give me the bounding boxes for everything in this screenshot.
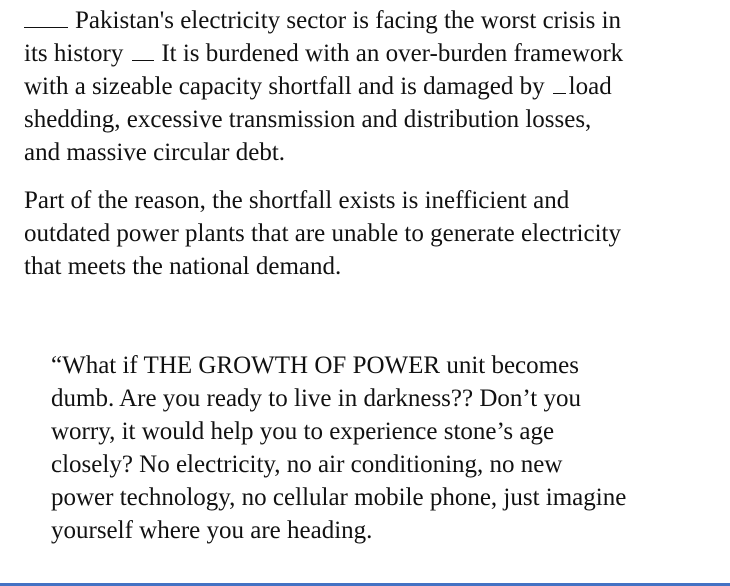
paragraph-line: [24, 4, 623, 37]
paragraph-line: [24, 70, 623, 103]
paragraph-line: shedding, excessive transmission and distribution losses,: [24, 106, 592, 133]
quote-block: [51, 349, 626, 547]
paragraph-text: its history: [24, 40, 124, 67]
paragraph-line: Part of the reason, the shortfall exists is inefficient and: [24, 187, 570, 214]
quote-line: worry, it would help you to experience stone’s age: [51, 418, 555, 445]
paragraph-text: It is burdened with an over-burden framework: [161, 40, 624, 67]
quote-line: dumb. Are you ready to live in darkness?? Don’t you: [51, 385, 581, 412]
quote-line: “What if THE GROWTH OF POWER unit becomes: [51, 352, 579, 379]
paragraph-electricity-crisis: [24, 4, 623, 169]
fill-in-blank: [24, 5, 68, 28]
fill-in-blank: [132, 38, 154, 61]
paragraph-shortfall-reason: [24, 184, 621, 283]
paragraph-text: Pakistan's electricity sector is facing the worst crisis in: [75, 7, 622, 34]
paragraph-line: that meets the national demand.: [24, 253, 342, 280]
paragraph-line: outdated power plants that are unable to generate electricity: [24, 220, 621, 247]
paragraph-line: and massive circular debt.: [24, 139, 286, 166]
quote-line: closely? No electricity, no air conditioning, no new: [51, 451, 563, 478]
quote-line: yourself where you are heading.: [51, 517, 373, 544]
paragraph-line: [24, 37, 623, 70]
paragraph-text: with a sizeable capacity shortfall and is damaged by: [24, 73, 545, 100]
quote-line: power technology, no cellular mobile phone, just imagine: [51, 484, 627, 511]
paragraph-text: load: [568, 73, 612, 100]
fill-in-blank: [553, 71, 566, 94]
